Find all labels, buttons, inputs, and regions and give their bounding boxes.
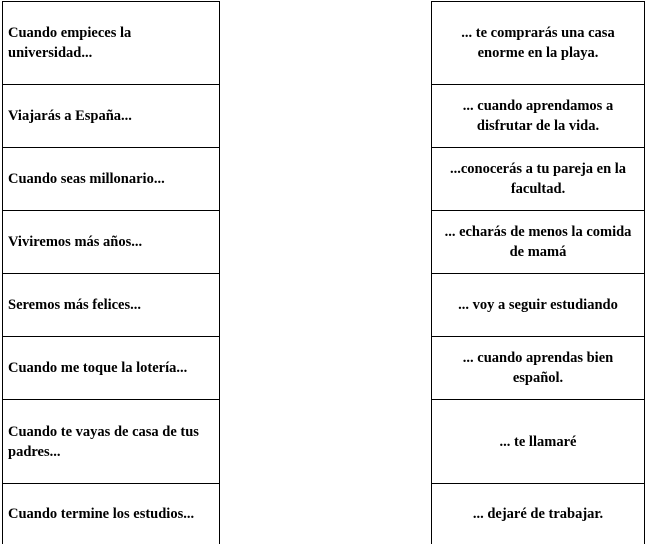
beginning-card — [3, 400, 219, 484]
ending-text: ...conocerás a tu pareja en la facultad. — [449, 161, 627, 197]
beginning-text: Viviremos más años... — [8, 234, 143, 250]
beginning-text: Viajarás a España... — [8, 108, 132, 124]
ending-card — [432, 484, 644, 544]
ending-text: ... cuando aprendamos a disfrutar de la vida. — [462, 98, 614, 134]
ending-card — [432, 400, 644, 484]
beginning-text: Cuando te vayas de casa de tus padres... — [8, 423, 199, 460]
beginning-card — [3, 2, 219, 85]
ending-card — [432, 2, 644, 85]
ending-text: ... dejaré de trabajar. — [472, 506, 604, 522]
ending-text: ... voy a seguir estudiando — [458, 297, 618, 313]
beginning-card — [3, 85, 219, 148]
ending-card — [432, 337, 644, 400]
ending-card — [432, 211, 644, 274]
beginning-card — [3, 148, 219, 211]
ending-card — [432, 274, 644, 337]
ending-text: ... cuando aprendas bien español. — [462, 350, 614, 386]
ending-text: ... te comprarás una casa enorme en la playa. — [461, 25, 615, 61]
ending-card — [432, 148, 644, 211]
beginning-card — [3, 211, 219, 274]
ending-text: ... echarás de menos la comida de mamá — [444, 224, 632, 260]
beginning-text: Cuando empieces la universidad... — [8, 25, 132, 61]
beginning-text: Seremos más felices... — [8, 297, 142, 313]
sentence-beginnings-column — [2, 1, 220, 544]
beginning-text: Cuando seas millonario... — [8, 171, 165, 187]
beginning-card — [3, 274, 219, 337]
sentence-endings-column — [431, 1, 645, 544]
ending-text: ... te llamaré — [499, 433, 577, 450]
beginning-text: Cuando me toque la lotería... — [8, 360, 188, 376]
beginning-card — [3, 337, 219, 400]
ending-card — [432, 85, 644, 148]
beginning-text: Cuando termine los estudios... — [8, 506, 195, 522]
beginning-card — [3, 484, 219, 544]
